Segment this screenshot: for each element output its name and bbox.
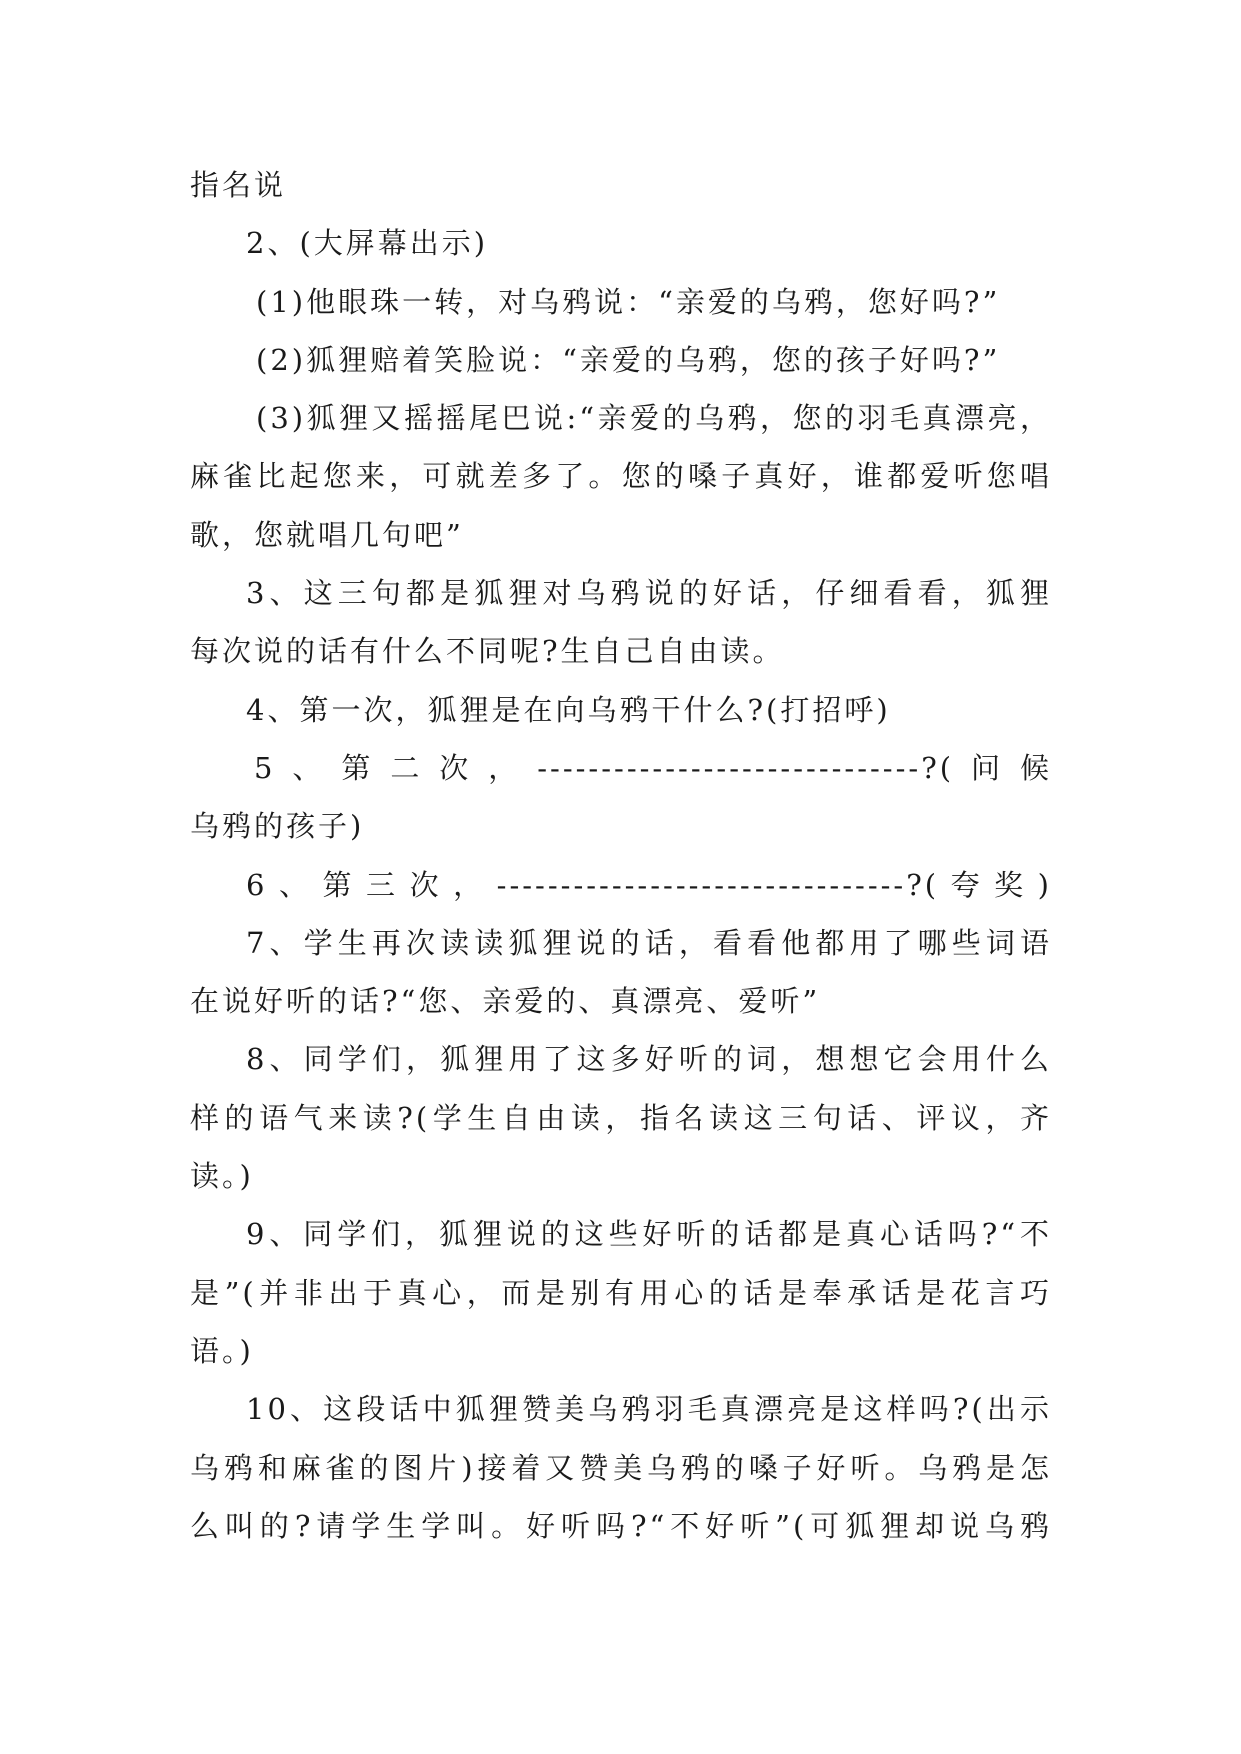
text-line: 8、同学们，狐狸用了这多好听的词，想想它会用什么 (246, 1042, 1052, 1077)
text-line: 读。) (190, 1159, 254, 1194)
text-line: 指名说 (190, 168, 287, 202)
text-line: 6、第三次，--------------------------------?(夸奖) (246, 867, 1052, 902)
document-body (190, 156, 1052, 1555)
text-line: 7、学生再次读读狐狸说的话，看看他都用了哪些词语 (246, 925, 1052, 960)
text-line: 歌，您就唱几句吧” (190, 517, 464, 552)
text-line: 是”(并非出于真心，而是别有用心的话是奉承话是花言巧 (190, 1275, 1052, 1310)
text-line: 在说好听的话?“您、亲爱的、真漂亮、爱听” (190, 984, 821, 1019)
text-line: 么叫的?请学生学叫。好听吗?“不好听”(可狐狸却说乌鸦 (190, 1508, 1052, 1543)
text-line: 样的语气来读?(学生自由读，指名读这三句话、评议，齐 (190, 1100, 1052, 1135)
text-line: 5、第二次，------------------------------?(问候 (254, 750, 1052, 785)
text-line: 9、同学们，狐狸说的这些好听的话都是真心话吗?“不 (246, 1217, 1052, 1252)
text-line: 3、这三句都是狐狸对乌鸦说的好话，仔细看看，狐狸 (246, 576, 1052, 611)
text-line: 每次说的话有什么不同呢?生自己自由读。 (190, 634, 785, 669)
text-line: 乌鸦的孩子) (190, 809, 365, 844)
text-line: 麻雀比起您来，可就差多了。您的嗓子真好，谁都爱听您唱 (190, 459, 1052, 494)
text-line: (1)他眼珠一转，对乌鸦说：“亲爱的乌鸦，您好吗?” (256, 284, 1001, 319)
text-line: (3)狐狸又摇摇尾巴说:“亲爱的乌鸦，您的羽毛真漂亮， (256, 401, 1052, 436)
text-line: 4、第一次，狐狸是在向乌鸦干什么?(打招呼) (246, 692, 891, 727)
text-line: 语。) (190, 1333, 254, 1368)
text-line: 乌鸦和麻雀的图片)接着又赞美乌鸦的嗓子好听。乌鸦是怎 (190, 1450, 1052, 1485)
text-line: 2、(大屏幕出示) (246, 226, 489, 261)
text-line: (2)狐狸赔着笑脸说：“亲爱的乌鸦，您的孩子好吗?” (256, 342, 1001, 377)
text-line: 10、这段话中狐狸赞美乌鸦羽毛真漂亮是这样吗?(出示 (246, 1392, 1052, 1427)
